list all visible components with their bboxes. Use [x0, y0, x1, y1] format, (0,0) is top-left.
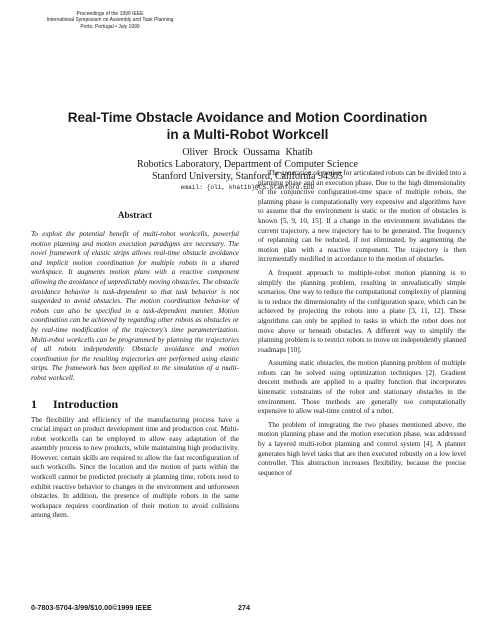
page-number: 274	[238, 603, 250, 612]
section-heading	[31, 397, 239, 411]
title-line-2: in a Multi-Robot Workcell	[166, 127, 329, 142]
abstract-text: To exploit the potential benefit of multi-robot workcells, powerful motion planning and motion execution paradigms are necessary. The novel framework of elastic strips allows real-time obstacle avoidance and implicit motion coordination for multiple robots in a shared workspace. It augments motion plans with a reactive component allowing the avoidance of unpredictably moving obstacles. The obstacle avoidance behavior is task-dependent so that task behavior is not suspended to avoid obstacles. The motion coordination behavior of robots can also be specified in a task-dependent manner. Motion coordination can be achieved by regarding other robots as obstacles or by real-time modification of the trajectory's time parameterization. Multi-robot workcells can be programmed by planning the trajectories of all robots independently. Obstacle avoidance and motion coordination for the resulting trajectories are performed using elastic strips. The framework has been applied to the simulation of a multi-robot workcell.	[31, 230, 239, 382]
abstract-heading: Abstract	[117, 210, 153, 220]
paragraph-2: A frequent approach to multiple-robot motion planning is to simplify the planning problem, resulting in unrealistically simple scenarios. One way to reduce the computational complexity of planning is to reduce the dimensionality of the configuration space, which can be achieved by projecting the robots into a plane [3, 11, 12]. These algorithms can only be applied to tasks in which the robot does not move above or beneath obstacles. A different way to simplify the planning problem is to restrict robots to move on independently planned roadmaps [10].	[258, 268, 466, 354]
section-title: Introduction	[53, 396, 119, 411]
author-email: email: {oli, khatib}@CS.Stanford.EDU	[180, 184, 315, 191]
paragraph-4: The problem of integrating the two phases mentioned above, the motion planning phase and the motion execution phase, was addressed by a layered multi-robot planning and control system [4]. A planner generates high level tasks that are then executed robustly on a low level controller. This abstraction increases flexibility, because the precise sequence of	[258, 420, 466, 477]
introduction-paragraph: The flexibility and efficiency of the manufacturing process have a crucial impact on product development time and production cost. Multi-robot workcells can be employed to allow easy adaptation of the assembly process to new products, while maintaining high productivity. However, certain skills are required to allow the fast reconfiguration of such workcells. Since the location and the motion of parts within the workcell cannot be predicted precisely at planning time, robots need to exhibit reactive behavior to changes in the environment and unforeseen obstacles. In addition, the presence of multiple robots in the same workspace requires coordination of their motion to avoid collisions among them.	[31, 415, 239, 520]
left-column	[31, 209, 239, 521]
proceedings-line-3: Porto, Portugal • July 1999	[80, 23, 140, 30]
proceedings-header	[30, 11, 190, 30]
paragraph-1: The generation of motion for articulated robots can be divided into a planning phase and an execution phase. Due to the high dimensionality of the conjunctive configuration-time space of multiple robots, the planning phase is computationally very expensive and algorithms have to assume that the environment is static or the motion of obstacles is known [5, 9, 10, 15]. If a change in the environment invalidates the current trajectory, a new trajectory has to be generated. The frequency of replanning can be reduced, if not eliminated, by augmenting the motion plan with a reactive component. The trajectory is then incrementally modified in accordance to the motion of obstacles.	[258, 169, 466, 264]
paragraph-3: Assuming static obstacles, the motion planning problem of multiple robots can be solved using optimization techniques [2]. Gradient descent methods are applied to a quality function that incorporates kinematic constraints of the robot and stationary obstacles in the environment. Those methods are generally too computationally expensive to allow real-time control of a robot.	[258, 359, 466, 416]
affiliation-line-2: Stanford University, Stanford, California 94305	[152, 171, 343, 182]
proceedings-line-1: Proceedings of the 1999 IEEE	[76, 11, 144, 17]
proceedings-line-2: International Symposium on Assembly and Task Planning	[46, 17, 174, 24]
affiliation-line-1: Robotics Laboratory, Department of Computer Science	[137, 159, 358, 170]
title-line-1: Real-Time Obstacle Avoidance and Motion Coordination	[67, 110, 428, 125]
isbn-footer: 0-7803-5704-3/99/$10.00©1999 IEEE	[31, 603, 152, 612]
right-column	[258, 169, 466, 478]
paper-title	[60, 109, 435, 143]
author-names: Oliver Brock Oussama Khatib	[182, 147, 313, 158]
section-number: 1	[31, 396, 37, 411]
